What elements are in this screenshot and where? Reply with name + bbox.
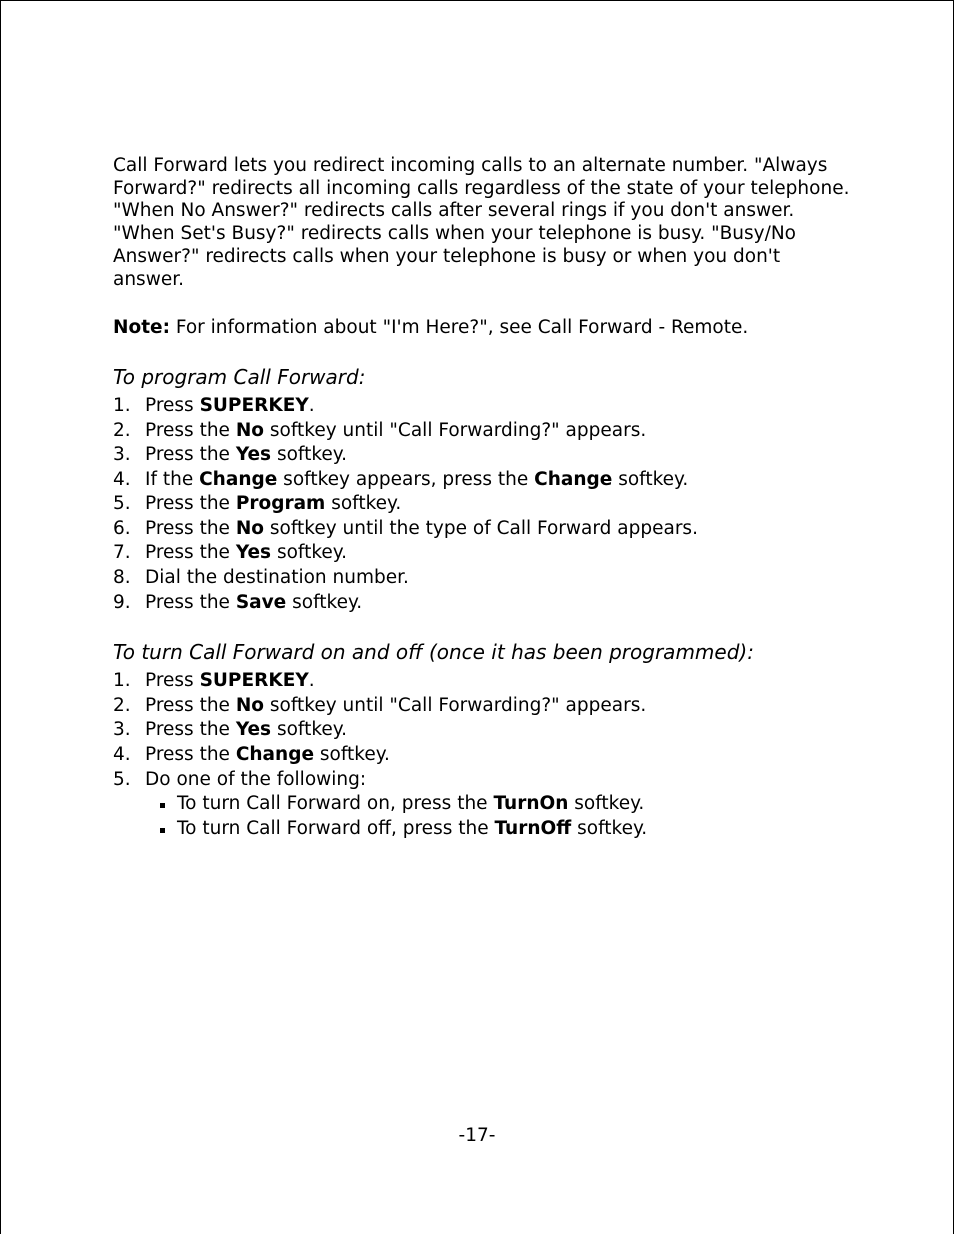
bullet-square-icon bbox=[160, 803, 165, 808]
step-text-end: softkey until "Call Forwarding?" appears. bbox=[264, 694, 647, 716]
step-text: Press the bbox=[145, 694, 236, 716]
note-label: Note: bbox=[113, 317, 170, 339]
step-number: 6. bbox=[113, 517, 131, 539]
list-item bbox=[113, 817, 853, 842]
step-number: 7. bbox=[113, 542, 131, 564]
step-key: Yes bbox=[235, 444, 272, 466]
step-text-end: softkey. bbox=[612, 468, 689, 490]
section-heading-program: To program Call Forward: bbox=[113, 364, 366, 389]
list-item bbox=[113, 492, 853, 517]
list-item bbox=[113, 443, 853, 468]
step-number: 4. bbox=[113, 468, 131, 490]
step-text: Press the bbox=[145, 517, 236, 539]
step-text-end: softkey until "Call Forwarding?" appears. bbox=[264, 419, 647, 441]
page-number: -17- bbox=[458, 1125, 496, 1146]
list-item bbox=[113, 743, 853, 768]
bullet-key: TurnOn bbox=[493, 793, 569, 815]
bullet-text-end: softkey. bbox=[571, 817, 648, 839]
step-text-end: . bbox=[308, 670, 315, 692]
list-item bbox=[113, 419, 853, 444]
step-key: No bbox=[235, 694, 265, 716]
step-text: Press the bbox=[145, 444, 236, 466]
list-item bbox=[113, 718, 853, 743]
step-number: 2. bbox=[113, 419, 131, 441]
step-number: 9. bbox=[113, 591, 131, 613]
step-key: No bbox=[235, 517, 265, 539]
step-number: 3. bbox=[113, 444, 131, 466]
bullet-text-end: softkey. bbox=[568, 793, 645, 815]
step-text: Dial the destination number. bbox=[145, 567, 409, 589]
step-number: 1. bbox=[113, 670, 131, 692]
step-key: No bbox=[235, 419, 265, 441]
step-text: Do one of the following: bbox=[145, 768, 367, 790]
bullet-square-icon bbox=[160, 828, 165, 833]
step-text-mid: softkey appears, press the bbox=[277, 468, 535, 490]
list-item bbox=[113, 768, 853, 793]
step-key: Yes bbox=[235, 542, 272, 564]
list-item bbox=[113, 792, 853, 817]
step-text: Press the bbox=[145, 719, 236, 741]
step-number: 2. bbox=[113, 694, 131, 716]
section-heading-toggle: To turn Call Forward on and off (once it has been programmed): bbox=[113, 640, 754, 665]
step-key: Program bbox=[235, 493, 326, 515]
document-body bbox=[113, 155, 853, 841]
list-item bbox=[113, 541, 853, 566]
step-text: Press the bbox=[145, 744, 236, 766]
step-text: Press the bbox=[145, 542, 236, 564]
step-key: Save bbox=[235, 591, 287, 613]
toggle-steps-list bbox=[113, 669, 853, 792]
step-text: Press the bbox=[145, 591, 236, 613]
step-number: 8. bbox=[113, 567, 131, 589]
step-number: 4. bbox=[113, 744, 131, 766]
step-number: 1. bbox=[113, 394, 131, 416]
step-key: Change bbox=[235, 744, 315, 766]
step-text: Press the bbox=[145, 493, 236, 515]
note-paragraph bbox=[113, 317, 853, 340]
step-text: Press bbox=[145, 394, 200, 416]
step-number: 5. bbox=[113, 768, 131, 790]
step-key: Yes bbox=[235, 719, 272, 741]
step-text-end: softkey. bbox=[271, 719, 347, 741]
step-text: Press the bbox=[145, 419, 236, 441]
step-number: 5. bbox=[113, 493, 131, 515]
step-text: If the bbox=[145, 468, 200, 490]
step-text-end: . bbox=[308, 394, 315, 416]
step-text-end: softkey. bbox=[271, 444, 347, 466]
step-text: Press bbox=[145, 670, 200, 692]
toggle-options-list bbox=[113, 792, 853, 841]
step-number: 3. bbox=[113, 719, 131, 741]
step-text-end: softkey. bbox=[271, 542, 347, 564]
step-text-end: softkey. bbox=[325, 493, 402, 515]
step-key: Change bbox=[199, 468, 278, 490]
step-text-end: softkey. bbox=[286, 591, 363, 613]
list-item bbox=[113, 694, 853, 719]
step-text-end: softkey until the type of Call Forward appears. bbox=[264, 517, 698, 539]
step-text-end: softkey. bbox=[314, 744, 390, 766]
list-item bbox=[113, 669, 853, 694]
step-key-second: Change bbox=[534, 468, 613, 490]
list-item bbox=[113, 394, 853, 419]
list-item bbox=[113, 517, 853, 542]
step-key: SUPERKEY bbox=[199, 670, 309, 692]
intro-paragraph: Call Forward lets you redirect incoming calls to an alternate number. "Always Forward?" redirects all incoming calls regardless of the state of your telephone. "When No Answer?" redirects calls after several rings if you don't answer. "When Set's Busy?" redirects calls when your telephone is busy. "Busy/No Answer?" redirects calls when your telephone is busy or when you don't answer. bbox=[113, 155, 850, 290]
step-key: SUPERKEY bbox=[199, 394, 309, 416]
list-item bbox=[113, 468, 853, 493]
bullet-key: TurnOff bbox=[494, 817, 572, 839]
program-steps-list bbox=[113, 394, 853, 615]
bullet-text: To turn Call Forward off, press the bbox=[177, 817, 495, 839]
list-item bbox=[113, 591, 853, 616]
bullet-text: To turn Call Forward on, press the bbox=[177, 793, 494, 815]
note-text: For information about "I'm Here?", see Call Forward - Remote. bbox=[169, 317, 749, 339]
list-item bbox=[113, 566, 853, 591]
